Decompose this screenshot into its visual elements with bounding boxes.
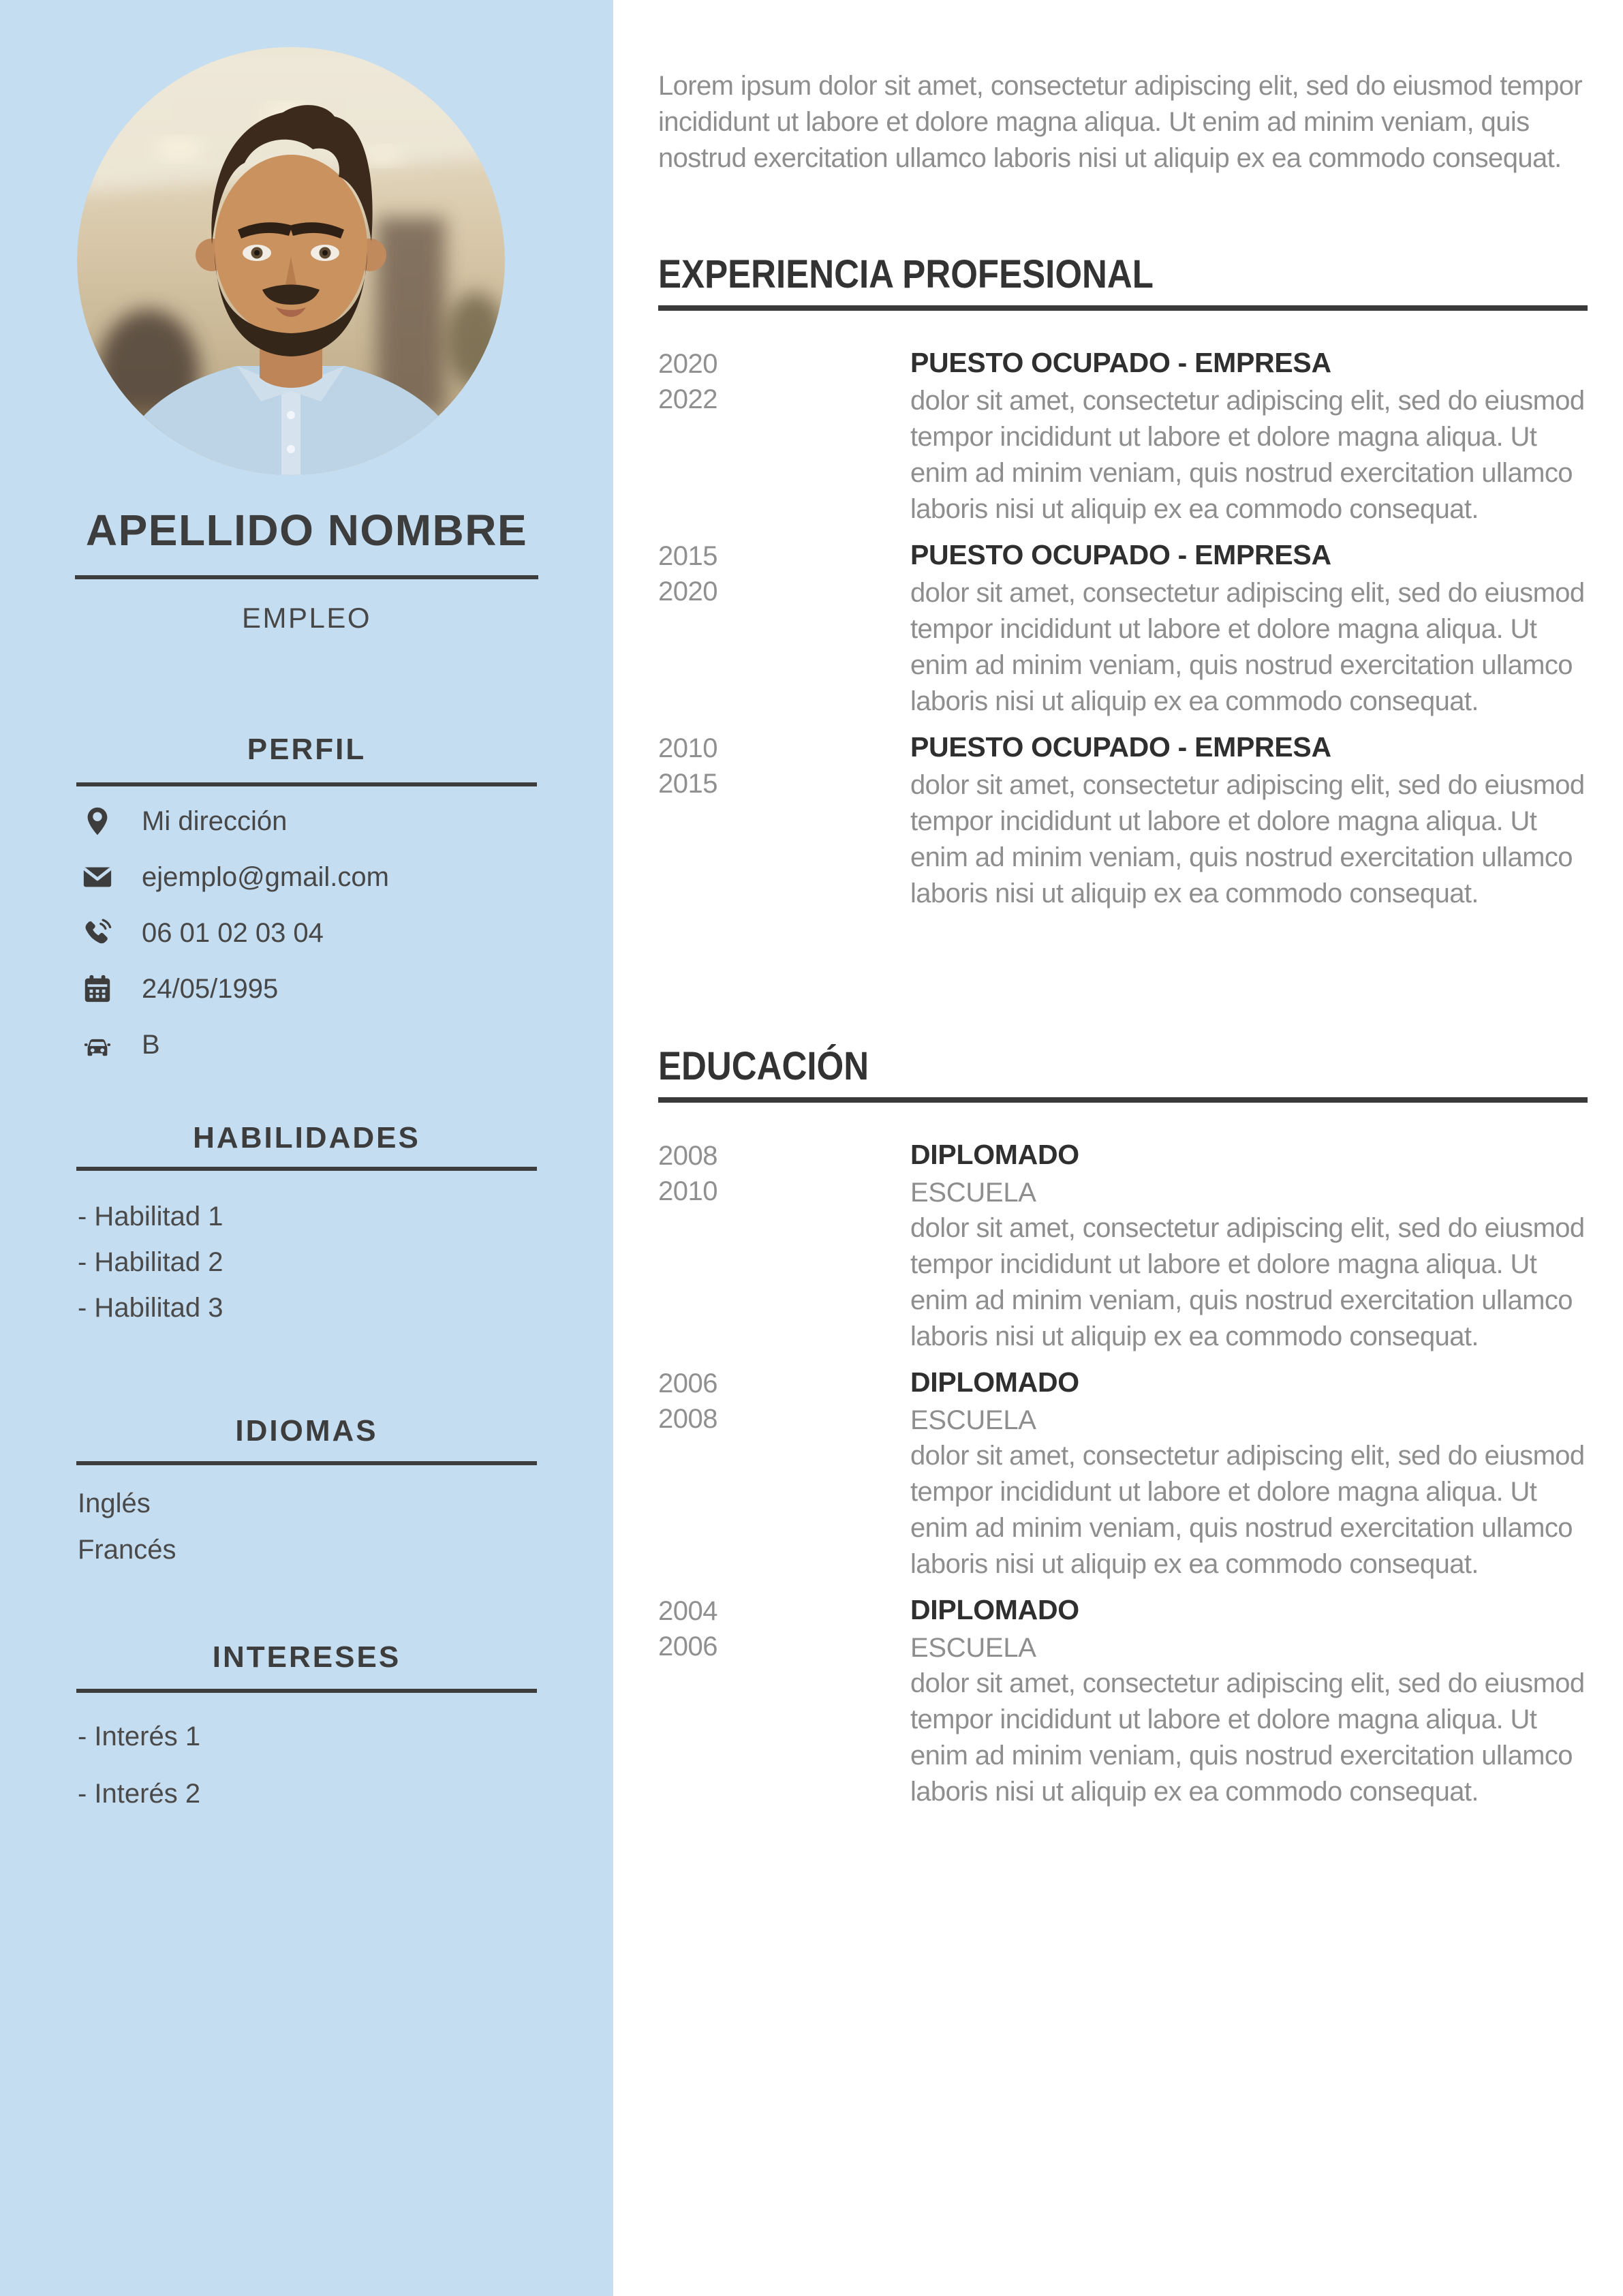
languages-divider (76, 1461, 537, 1465)
degree-title: DIPLOMADO (910, 1366, 1079, 1398)
experience-section-title: EXPERIENCIA PROFESIONAL (658, 252, 1154, 296)
entry-years (658, 731, 910, 912)
interest-item: - Interés 1 (78, 1721, 201, 1751)
interests-divider (76, 1689, 537, 1693)
contact-row-birthdate (80, 972, 557, 1006)
person-name: APELLIDO NOMBRE (85, 506, 528, 555)
entry-content (910, 538, 1588, 720)
education-entry (658, 1138, 1588, 1355)
skill-item: - Habilitad 3 (78, 1293, 223, 1323)
profile-photo (77, 47, 505, 475)
skill-item: - Habilitad 2 (78, 1247, 223, 1277)
entry-end-year: 2015 (658, 769, 717, 799)
skills-divider (76, 1167, 537, 1171)
experience-section (658, 252, 1588, 923)
entry-start-year: 2008 (658, 1141, 717, 1171)
experience-divider (658, 305, 1588, 311)
sidebar (0, 0, 613, 2296)
envelope-icon (80, 860, 114, 894)
profile-section-title: PERFIL (247, 733, 367, 766)
entry-years (658, 538, 910, 720)
name-divider (75, 575, 538, 579)
entry-start-year: 2020 (658, 349, 717, 379)
experience-entry (658, 346, 1588, 527)
interests-list (78, 1708, 541, 1822)
entry-start-year: 2004 (658, 1596, 717, 1626)
experience-entry (658, 731, 1588, 912)
education-entries (658, 1138, 1588, 1810)
entry-content (910, 1138, 1588, 1355)
main-column (613, 0, 1623, 2296)
school-name: ESCUELA (910, 1405, 1036, 1435)
entry-body: dolor sit amet, consectetur adipiscing elit, sed do eiusmod tempor incididunt ut labore et dolore magna aliqua. Ut enim ad minim veniam, quis nostrud exercitation ullamco laboris nisi ut aliquip ex ea commodo consequat. (910, 386, 1585, 524)
skills-list (78, 1194, 541, 1331)
phone-icon (80, 916, 114, 950)
school-name: ESCUELA (910, 1633, 1036, 1663)
car-icon (80, 1028, 114, 1062)
experience-entries (658, 346, 1588, 912)
school-name: ESCUELA (910, 1178, 1036, 1208)
entry-end-year: 2008 (658, 1404, 717, 1434)
entry-end-year: 2020 (658, 577, 717, 607)
degree-title: DIPLOMADO (910, 1594, 1079, 1625)
contact-row-email (80, 860, 557, 894)
contact-row-address (80, 804, 557, 838)
entry-title: PUESTO OCUPADO - EMPRESA (910, 539, 1331, 570)
entry-body: dolor sit amet, consectetur adipiscing elit, sed do eiusmod tempor incididunt ut labore et dolore magna aliqua. Ut enim ad minim veniam, quis nostrud exercitation ullamco laboris nisi ut aliquip ex ea commodo consequat. (910, 1441, 1585, 1579)
address-text: Mi dirección (142, 806, 288, 836)
entry-start-year: 2015 (658, 541, 717, 571)
languages-list (78, 1480, 541, 1573)
skill-item: - Habilitad 1 (78, 1201, 223, 1231)
language-item: Francés (78, 1535, 176, 1565)
language-item: Inglés (78, 1488, 151, 1518)
entry-title: PUESTO OCUPADO - EMPRESA (910, 731, 1331, 763)
entry-years (658, 1593, 910, 1810)
email-text: ejemplo@gmail.com (142, 861, 389, 892)
profile-divider (76, 782, 537, 786)
education-entry (658, 1593, 1588, 1810)
intro-paragraph: Lorem ipsum dolor sit amet, consectetur adipiscing elit, sed do eiusmod tempor incididunt ut labore et dolore magna aliqua. Ut enim ad minim veniam, quis nostrud exercitation ullamco laboris nisi ut aliquip ex ea commodo consequat. (658, 71, 1583, 173)
entry-content (910, 731, 1588, 912)
license-text: B (142, 1029, 160, 1060)
entry-body: dolor sit amet, consectetur adipiscing elit, sed do eiusmod tempor incididunt ut labore et dolore magna aliqua. Ut enim ad minim veniam, quis nostrud exercitation ullamco laboris nisi ut aliquip ex ea commodo consequat. (910, 1213, 1585, 1351)
entry-body: dolor sit amet, consectetur adipiscing elit, sed do eiusmod tempor incididunt ut labore et dolore magna aliqua. Ut enim ad minim veniam, quis nostrud exercitation ullamco laboris nisi ut aliquip ex ea commodo consequat. (910, 770, 1585, 908)
calendar-icon (80, 972, 114, 1006)
education-entry (658, 1366, 1588, 1582)
entry-body: dolor sit amet, consectetur adipiscing elit, sed do eiusmod tempor incididunt ut labore et dolore magna aliqua. Ut enim ad minim veniam, quis nostrud exercitation ullamco laboris nisi ut aliquip ex ea commodo consequat. (910, 1668, 1585, 1807)
education-divider (658, 1097, 1588, 1103)
entry-end-year: 2006 (658, 1632, 717, 1662)
entry-years (658, 1138, 910, 1355)
entry-start-year: 2010 (658, 733, 717, 763)
contact-row-license (80, 1028, 557, 1062)
entry-years (658, 1366, 910, 1582)
entry-content (910, 1593, 1588, 1810)
birthdate-text: 24/05/1995 (142, 973, 279, 1004)
contact-list (80, 804, 557, 1084)
entry-years (658, 346, 910, 527)
entry-end-year: 2010 (658, 1176, 717, 1206)
education-section (658, 1044, 1588, 1821)
education-section-title: EDUCACIÓN (658, 1044, 869, 1088)
entry-content (910, 346, 1588, 527)
job-title: EMPLEO (241, 602, 372, 634)
entry-content (910, 1366, 1588, 1582)
languages-section-title: IDIOMAS (235, 1414, 378, 1448)
experience-entry (658, 538, 1588, 720)
interest-item: - Interés 2 (78, 1779, 201, 1809)
skills-section-title: HABILIDADES (193, 1121, 420, 1154)
entry-body: dolor sit amet, consectetur adipiscing elit, sed do eiusmod tempor incididunt ut labore et dolore magna aliqua. Ut enim ad minim veniam, quis nostrud exercitation ullamco laboris nisi ut aliquip ex ea commodo consequat. (910, 578, 1585, 716)
location-pin-icon (80, 804, 114, 838)
profile-photo-illustration (77, 47, 505, 475)
interests-section-title: INTERESES (212, 1640, 401, 1674)
entry-title: PUESTO OCUPADO - EMPRESA (910, 347, 1331, 378)
entry-start-year: 2006 (658, 1368, 717, 1398)
degree-title: DIPLOMADO (910, 1139, 1079, 1170)
phone-text: 06 01 02 03 04 (142, 917, 324, 948)
entry-end-year: 2022 (658, 384, 717, 414)
contact-row-phone (80, 916, 557, 950)
